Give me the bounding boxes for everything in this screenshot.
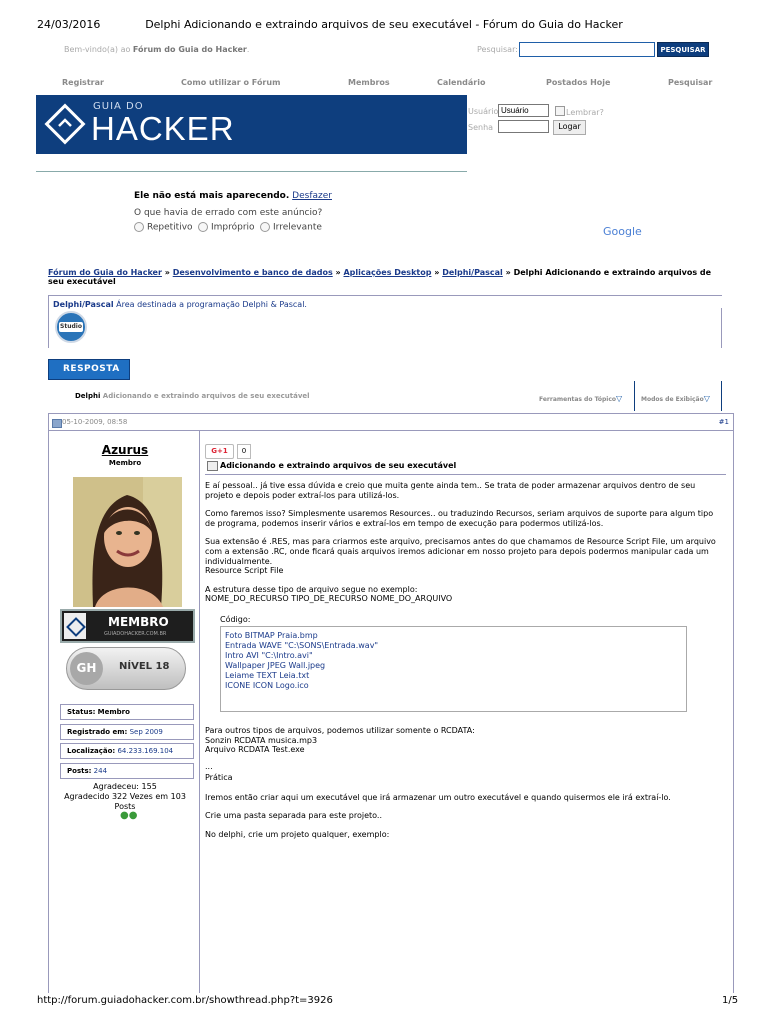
- ad-question: O que havia de errado com este anúncio?: [134, 208, 323, 218]
- password-input[interactable]: [498, 120, 549, 133]
- radio-icon: [260, 222, 270, 232]
- logo-big-text: HACKER: [91, 110, 235, 147]
- code-line: Leiame TEXT Leia.txt: [225, 671, 310, 680]
- ad-option-repetitive[interactable]: Repetitivo: [134, 222, 193, 233]
- post-paragraph: Como faremos isso? Simplesmente usaremos Resources.. ou traduzindo Recursos, seriam arquivos de suporte para algum tipo de programa, podemos inserir vários e extraí-los em tempo de execução para podermos utilizá-los.: [205, 509, 714, 528]
- header-divider: [36, 171, 467, 172]
- level-badge: [66, 647, 186, 690]
- plus-count: 0: [237, 444, 251, 459]
- search-button[interactable]: PESQUISAR: [657, 42, 709, 57]
- avatar: [73, 477, 182, 607]
- remember-label: Lembrar?: [566, 108, 604, 117]
- forum-info-box: [48, 295, 722, 348]
- users-icon[interactable]: ●●: [120, 810, 138, 821]
- chevron-down-icon: ▽: [703, 394, 710, 403]
- breadcrumb-delphi[interactable]: Delphi/Pascal: [442, 268, 503, 277]
- display-modes-menu[interactable]: Modos de Exibição▽: [641, 394, 710, 403]
- post-paragraph: Sonzin RCDATA musica.mp3: [205, 736, 318, 745]
- post-paragraph: E aí pessoal.. já tive essa dúvida e creio que muita gente ainda tem.. Se trata de poder armazenar arquivos dentro de seu projeto e depois poder extraí-los para utilizá-los.: [205, 481, 696, 500]
- post-paragraph: Crie uma pasta separada para este projeto..: [205, 811, 382, 820]
- nav-how-to[interactable]: Como utilizar o Fórum: [181, 78, 281, 87]
- nav-today-posts[interactable]: Postados Hoje: [546, 78, 611, 87]
- nav-calendar[interactable]: Calendário: [437, 78, 486, 87]
- radio-icon: [134, 222, 144, 232]
- forum-info-name[interactable]: Delphi/Pascal: [53, 300, 114, 309]
- breadcrumb-current: Delphi Adicionando e extraindo arquivos de seu executável: [48, 268, 712, 286]
- nav-search[interactable]: Pesquisar: [668, 78, 713, 87]
- site-logo-banner[interactable]: [36, 95, 467, 154]
- post-paragraph: NOME_DO_RECURSO TIPO_DE_RECURSO NOME_DO_ARQUIVO: [205, 594, 453, 603]
- nav-register[interactable]: Registrar: [62, 78, 104, 87]
- author-registered: Registrado em: Sep 2009: [60, 724, 194, 740]
- post-title: Adicionando e extraindo arquivos de seu executável: [220, 461, 457, 470]
- post-title-divider: [205, 474, 726, 475]
- print-url: http://forum.guiadohacker.com.br/showthread.php?t=3926: [37, 995, 333, 1006]
- welcome-text: Bem-vindo(a) ao Fórum do Guia do Hacker.: [64, 45, 250, 54]
- search-label: Pesquisar:: [477, 45, 518, 54]
- user-label: Usuário: [468, 107, 499, 116]
- login-button[interactable]: Logar: [553, 120, 586, 135]
- ad-option-irrelevant[interactable]: Irrelevante: [260, 222, 322, 233]
- code-line: Entrada WAVE "C:\SONS\Entrada.wav": [225, 641, 379, 650]
- post-paragraph: A estrutura desse tipo de arquivo segue no exemplo:: [205, 585, 418, 594]
- logo-small-text: GUIA DO: [93, 101, 144, 112]
- member-banner: MEMBRO GUIADOHACKER.COM.BR: [60, 609, 195, 643]
- nav-members[interactable]: Membros: [348, 78, 390, 87]
- welcome-brand: Fórum do Guia do Hacker: [132, 45, 247, 54]
- level-text: NÍVEL 18: [119, 661, 170, 672]
- post-paragraph: ...: [205, 762, 213, 771]
- print-date: 24/03/2016: [37, 18, 101, 31]
- logo-diamond-icon: [43, 102, 87, 146]
- password-label: Senha: [468, 123, 494, 132]
- post-paragraph: Para outros tipos de arquivos, podemos utilizar somente o RCDATA:: [205, 726, 475, 735]
- ad-hidden-msg: Ele não está mais aparecendo. Desfazer: [134, 191, 332, 201]
- post-paragraph: No delphi, crie um projeto qualquer, exemplo:: [205, 830, 390, 839]
- post-icon: [52, 419, 62, 428]
- level-mark-icon: GH: [70, 652, 103, 685]
- member-logo-icon: [64, 613, 86, 639]
- post-paragraph: Resource Script File: [205, 566, 284, 575]
- radio-icon: [198, 222, 208, 232]
- post-header: [49, 414, 733, 431]
- author-posts: Posts: 244: [60, 763, 194, 779]
- code-label: Código:: [220, 615, 251, 624]
- print-title: Delphi Adicionando e extraindo arquivos de seu executável - Fórum do Guia do Hacker: [145, 18, 623, 31]
- reply-button[interactable]: RESPOSTA: [48, 359, 130, 380]
- search-input[interactable]: [519, 42, 655, 57]
- google-plus-button[interactable]: G+1: [205, 444, 234, 459]
- post-paragraph: Arquivo RCDATA Test.exe: [205, 745, 305, 754]
- author-rank: Membro: [108, 459, 142, 467]
- code-line: Wallpaper JPEG Wall.jpeg: [225, 661, 326, 670]
- code-block: [220, 626, 687, 712]
- post-column-divider: [199, 430, 200, 993]
- username-input[interactable]: [498, 104, 549, 117]
- delphi-studio-icon: Studio: [55, 311, 87, 343]
- breadcrumb: Fórum do Guia do Hacker » Desenvolvimento e banco de dados » Aplicações Desktop » Delphi/Pascal » Delphi Adicionando e extraindo arquivos de seu executável: [48, 268, 712, 286]
- forum-info-text: Delphi/Pascal Área destinada a programação Delphi & Pascal.: [53, 300, 307, 309]
- post-number[interactable]: #1: [718, 418, 729, 426]
- thread-tools-menu[interactable]: Ferramentas do Tópico▽: [539, 394, 623, 403]
- post-title-icon: [207, 461, 218, 471]
- post-paragraph: Prática: [205, 773, 233, 782]
- post-paragraph: Sua extensão é .RES, mas para criarmos este arquivo, precisamos antes do que chamamos de Resource Script File, um arquivo com a extensão .RC, onde ficará quais arquivos iremos adicionar em nosso projeto para depois podermos manipular cada um individualmente.: [205, 537, 716, 566]
- author-name[interactable]: Azurus: [101, 443, 149, 457]
- google-logo: Google: [603, 225, 642, 238]
- post-date: 05-10-2009, 08:58: [62, 418, 128, 426]
- author-thanks: Agradeceu: 155 Agradecido 322 Vezes em 103 Posts: [64, 782, 186, 811]
- code-line: Foto BITMAP Praia.bmp: [225, 631, 318, 640]
- breadcrumb-desktop[interactable]: Aplicações Desktop: [343, 268, 432, 277]
- chevron-down-icon: ▽: [616, 394, 623, 403]
- code-line: Intro AVI "C:\Intro.avi": [225, 651, 313, 660]
- code-line: ICONE ICON Logo.ico: [225, 681, 309, 690]
- thread-bar-title: Delphi Adicionando e extraindo arquivos de seu executável: [75, 392, 310, 400]
- author-location: Localização: 64.233.169.104: [60, 743, 194, 759]
- post-paragraph: Iremos então criar aqui um executável que irá armazenar um outro executável e quando quisermos ele irá extraí-lo.: [205, 793, 671, 802]
- breadcrumb-dev[interactable]: Desenvolvimento e banco de dados: [172, 268, 333, 277]
- print-page: 1/5: [722, 995, 739, 1006]
- ad-option-improper[interactable]: Impróprio: [198, 222, 255, 233]
- breadcrumb-home[interactable]: Fórum do Guia do Hacker: [48, 268, 162, 277]
- author-status: Status: Membro: [60, 704, 194, 720]
- ad-undo-link[interactable]: Desfazer: [292, 191, 332, 201]
- remember-checkbox[interactable]: [555, 106, 565, 116]
